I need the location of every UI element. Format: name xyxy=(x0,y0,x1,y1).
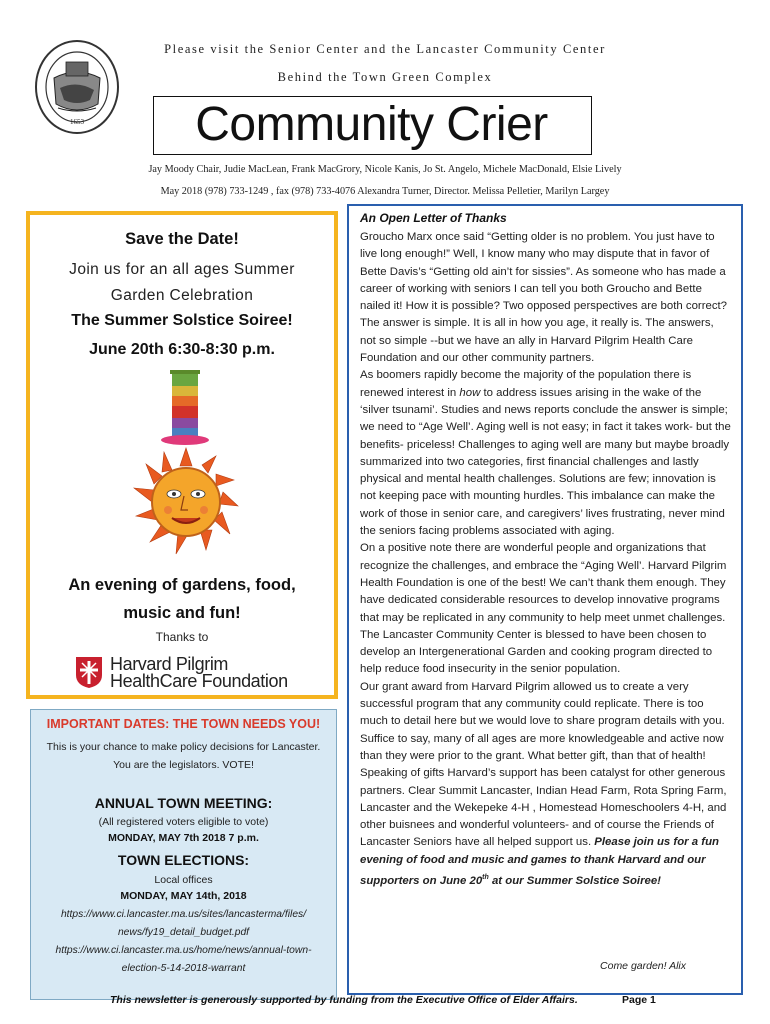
letter-p4-superscript: th xyxy=(482,873,489,881)
important-dates-heading: IMPORTANT DATES: THE TOWN NEEDS YOU! xyxy=(46,717,321,731)
funding-footer: This newsletter is generously supported by funding from the Executive Office of Elder Affairs. xyxy=(110,994,578,1006)
letter-p4-invitation-end: at our Summer Solstice Soiree! xyxy=(488,874,661,887)
budget-link-part1[interactable]: https://www.ci.lancaster.ma.us/sites/lancasterma/files/ xyxy=(60,909,307,920)
location-line: Behind the Town Green Complex xyxy=(277,70,493,84)
letter-paragraph-3: On a positive note there are wonderful people and organizations that recognize the challenges, and embrace the “Aging Well’. Harvard Pilgrim Health Foundation is one of the best! We can’t thank them enough. They have dedicated considerable resources to develop innovative programs that may be replicated in any community to help meet unmet challenges. The Lancaster Community Center is blessed to have been chosen to develop an Intergenerational Garden and cooking program directed to help reduce food insecurity in the senior population. xyxy=(360,542,727,676)
letter-p2-start: As boomers rapidly become the majority of the population there is renewed interest in xyxy=(360,369,692,399)
letter-signature: Come garden! Alix xyxy=(600,960,686,972)
harvard-pilgrim-logo-icon xyxy=(74,655,104,689)
sponsor-name-line1: Harvard Pilgrim xyxy=(110,654,229,674)
letter-p2-end: to address issues arising in the wake of the ‘silver tsunami’. Studies and news reports conclude the answer is simple; we need to “Age Well’. Aging well is not easy; in fact it takes work- but the benefits- priceless! Challenges to aging well are many but maybe broadly summarized into two categories, first financial challenges and lastly physical and mental health challenges. Solutions are few; innovation is not keeping pace with mounting hurdles. This imbalance can make the work of those in senior care, and caregivers’ lives frustrating, never mind the seniors facing problems associated with aging. xyxy=(360,386,731,538)
seal-year-text: 1653 xyxy=(70,118,84,126)
letter-p4-invitation: Please join us for a fun evening of food and music and games to thank Harvard and our supporters on June 20 xyxy=(360,836,719,887)
join-us-text: Join us for an all ages Summer Garden Celebration xyxy=(69,261,295,304)
page-number: Page 1 xyxy=(622,994,656,1006)
town-meeting-heading: ANNUAL TOWN MEETING: xyxy=(94,795,273,811)
evening-description: An evening of gardens, food, music and fun! xyxy=(68,576,296,622)
town-meeting-note: (All registered voters eligible to vote) xyxy=(98,816,269,828)
town-elections-date: MONDAY, MAY 14th, 2018 xyxy=(120,890,247,902)
sponsor-name-line2: HealthCare Foundation xyxy=(110,671,288,691)
intro-line-1: This is your chance to make policy decisions for Lancaster. xyxy=(46,741,321,753)
town-elections-heading: TOWN ELECTIONS: xyxy=(117,852,250,868)
letter-p2-emphasis: how xyxy=(459,386,481,399)
letter-p4-text: Our grant award from Harvard Pilgrim allowed us to create a very successful program that any community could replicate. There is too much to detail here but we would love to share program details with you. Suffice to say, many of all ages are more knowledgeable and active now than they were prior to the grant. What better gift, than that of health! Speaking of gifts Harvard’s support has been catalyst for other generous partners. Clear Summit Lancaster, Indian Head Farm, Rota Spring Farm, Lancaster and the Wekepeke 4-H , Homestead Homeschoolers 4-H, and other buisnees and wonderful volunteers- and of course the Friends of Lancaster Seniors have all helped support us. xyxy=(360,680,727,849)
save-the-date-heading: Save the Date! xyxy=(125,230,239,248)
town-seal-logo xyxy=(34,38,120,136)
sun-with-top-hat-illustration xyxy=(126,370,252,566)
budget-link-part2[interactable]: news/fy19_detail_budget.pdf xyxy=(117,927,250,938)
newsletter-title: Community Crier xyxy=(195,98,548,151)
open-letter-body xyxy=(360,229,732,890)
letter-paragraph-4 xyxy=(360,679,732,890)
important-dates-intro xyxy=(32,738,335,774)
event-time: June 20th 6:30-8:30 p.m. xyxy=(89,341,275,358)
visit-line: Please visit the Senior Center and the Lancaster Community Center xyxy=(164,42,606,56)
board-names-line: Jay Moody Chair, Judie MacLean, Frank MacGrory, Nicole Kanis, Jo St. Angelo, Michele MacDonald, Elsie Lively xyxy=(148,164,622,175)
reference-links xyxy=(32,906,335,978)
letter-paragraph-2 xyxy=(360,367,732,540)
intro-line-2: You are the legislators. VOTE! xyxy=(113,759,254,771)
town-meeting-date: MONDAY, MAY 7th 2018 7 p.m. xyxy=(108,832,259,844)
letter-paragraph-1: Groucho Marx once said “Getting older is no problem. You just have to live long enough!” Well, I know many who may dispute that in favor of Bette Davis’s “Getting old ain’t for sissies”. As someone who has made a career of working with seniors I can tell you both Groucho and Bette nailed it! How it is possible? Two opposed perspectives are both correct? The answer is simple. It is all in how you age, it really is. The answers, not so simple --but we have an ally in Harvard Pilgrim Health Care Foundation and our other community partners. xyxy=(360,231,728,365)
warrant-link-part2[interactable]: election-5-14-2018-warrant xyxy=(121,963,246,974)
issue-date-contact-line: May 2018 (978) 733-1249 , fax (978) 733-4076 Alexandra Turner, Director. Melissa Pelletier, Marilyn Largey xyxy=(160,186,610,197)
thanks-to-label: Thanks to xyxy=(155,630,209,644)
open-letter-heading: An Open Letter of Thanks xyxy=(360,211,507,225)
event-name: The Summer Solstice Soiree! xyxy=(71,312,293,329)
town-elections-note: Local offices xyxy=(154,874,213,886)
warrant-link-part1[interactable]: https://www.ci.lancaster.ma.us/home/news/annual-town- xyxy=(55,945,312,956)
